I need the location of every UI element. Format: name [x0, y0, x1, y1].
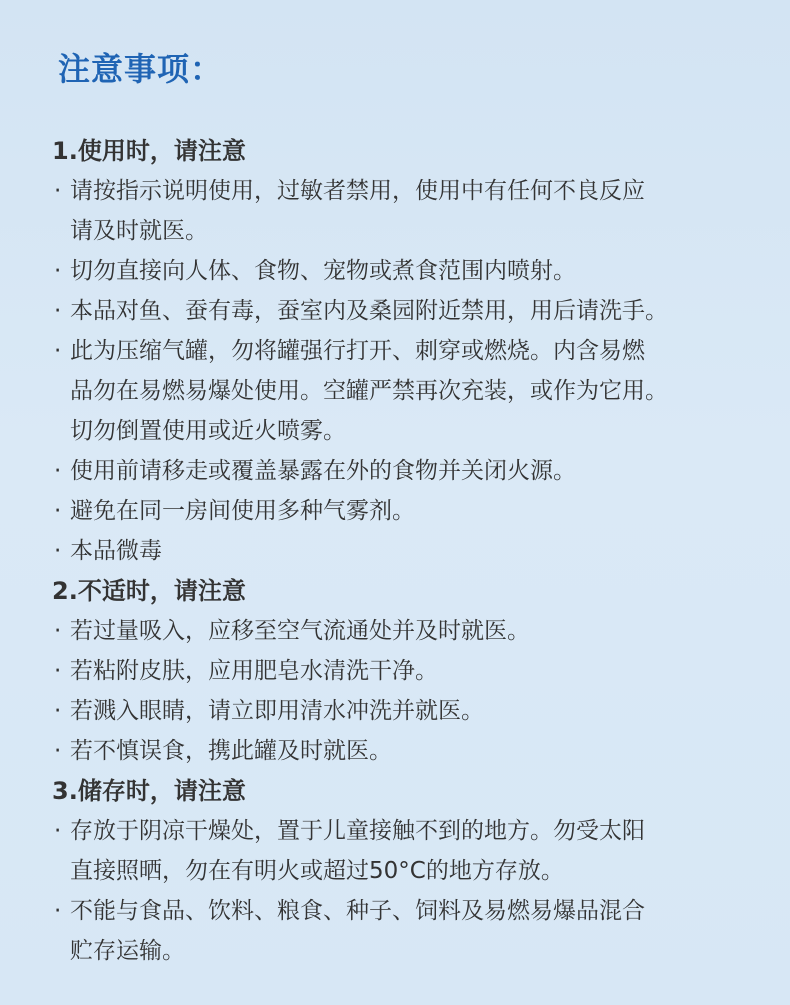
- list-item-text: 此为压缩气罐，勿将罐强行打开、刺穿或燃烧。内含易燃: [70, 338, 645, 364]
- list-item-text: 请及时就医。: [70, 218, 208, 244]
- bullet-dot: ·: [54, 498, 62, 524]
- section-heading: 1.使用时，请注意: [52, 137, 246, 165]
- list-item-text: 若不慎误食，携此罐及时就医。: [70, 738, 392, 764]
- list-item-text: 直接照晒，勿在有明火或超过50°C的地方存放。: [70, 858, 564, 884]
- bullet-dot: ·: [54, 178, 62, 204]
- bullet-dot: ·: [54, 338, 62, 364]
- list-item: [52, 691, 782, 731]
- list-item-text: 切勿倒置使用或近火喷雾。: [70, 418, 346, 444]
- bullet-dot: ·: [54, 298, 62, 324]
- bullet-dot: ·: [54, 698, 62, 724]
- list-item-text: 若过量吸入，应移至空气流通处并及时就医。: [70, 618, 530, 644]
- list-item-text: 品勿在易燃易爆处使用。空罐严禁再次充装，或作为它用。: [70, 378, 668, 404]
- bullet-dot: ·: [54, 458, 62, 484]
- list-item-text: 存放于阴凉干燥处，置于儿童接触不到的地方。勿受太阳: [70, 818, 645, 844]
- list-item: [52, 531, 782, 571]
- list-item-text: 使用前请移走或覆盖暴露在外的食物并关闭火源。: [70, 458, 576, 484]
- bullet-dot: ·: [54, 538, 62, 564]
- list-item: [52, 651, 782, 691]
- list-item-text: 请按指示说明使用，过敏者禁用，使用中有任何不良反应: [70, 178, 645, 204]
- list-item: [52, 891, 782, 971]
- bullet-dot: ·: [54, 898, 62, 924]
- bullet-dot: ·: [54, 618, 62, 644]
- notice-section: [52, 131, 782, 571]
- page-title: 注意事项：: [58, 50, 224, 88]
- list-item-text: 切勿直接向人体、食物、宠物或煮食范围内喷射。: [70, 258, 576, 284]
- bullet-dot: ·: [54, 818, 62, 844]
- notice-section: [52, 771, 782, 971]
- notice-content: [52, 131, 782, 971]
- list-item: [52, 811, 782, 891]
- list-item-text: 若溅入眼睛，请立即用清水冲洗并就医。: [70, 698, 484, 724]
- list-item-text: 本品微毒: [70, 538, 162, 564]
- list-item: [52, 451, 782, 491]
- list-item-text: 避免在同一房间使用多种气雾剂。: [70, 498, 415, 524]
- bullet-dot: ·: [54, 258, 62, 284]
- list-item-text: 贮存运输。: [70, 938, 185, 964]
- list-item: [52, 731, 782, 771]
- list-item-text: 不能与食品、饮料、粮食、种子、饲料及易燃易爆品混合: [70, 898, 645, 924]
- bullet-dot: ·: [54, 658, 62, 684]
- list-item-text: 若粘附皮肤，应用肥皂水清洗干净。: [70, 658, 438, 684]
- list-item: [52, 291, 782, 331]
- list-item: [52, 331, 782, 451]
- bullet-dot: ·: [54, 738, 62, 764]
- notice-section: [52, 571, 782, 771]
- list-item: [52, 251, 782, 291]
- section-heading: 3.储存时，请注意: [52, 777, 246, 805]
- list-item: [52, 171, 782, 251]
- list-item-text: 本品对鱼、蚕有毒，蚕室内及桑园附近禁用，用后请洗手。: [70, 298, 668, 324]
- list-item: [52, 491, 782, 531]
- list-item: [52, 611, 782, 651]
- section-heading: 2.不适时，请注意: [52, 577, 246, 605]
